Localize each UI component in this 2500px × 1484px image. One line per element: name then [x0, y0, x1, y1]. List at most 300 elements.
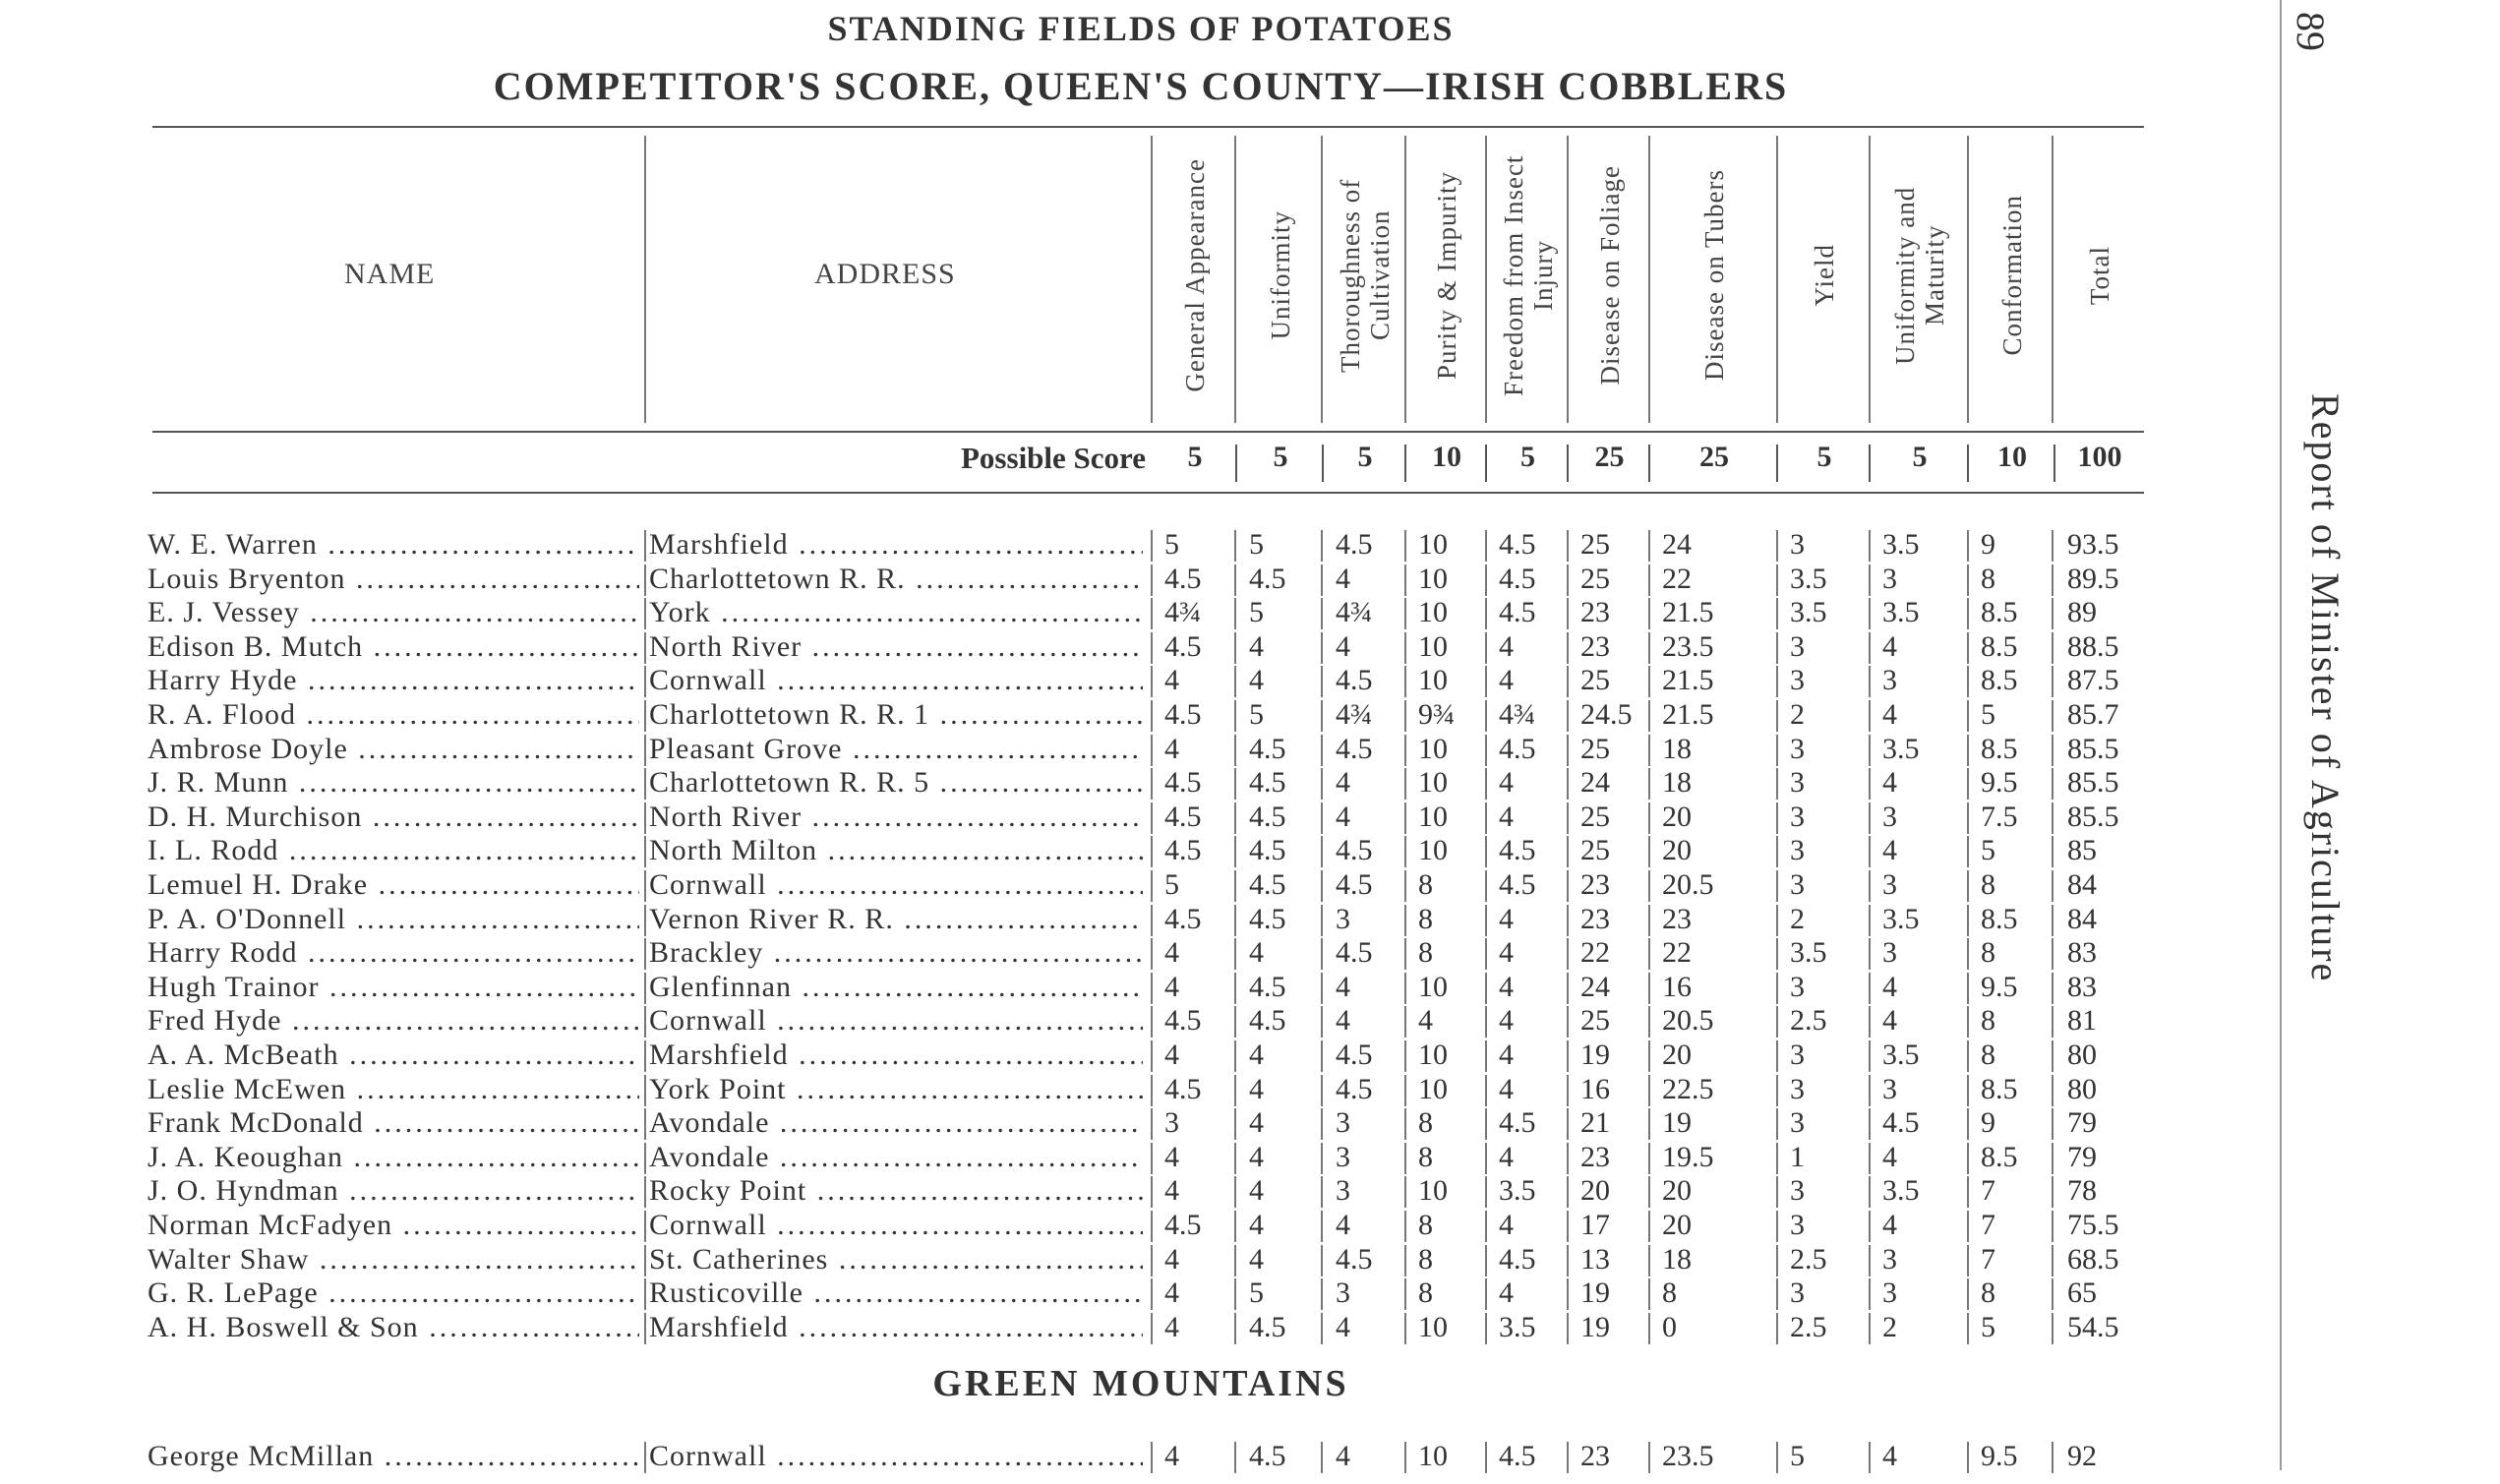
- score-cell: 16: [1580, 1072, 1610, 1105]
- score-cell: 10: [1418, 1039, 1448, 1071]
- row-column-rule: [1967, 1278, 1969, 1310]
- possible-score-value: 10: [1997, 441, 2027, 473]
- competitor-name: Harry Rodd .....: [148, 936, 639, 970]
- score-cell: 4: [1249, 1072, 1264, 1105]
- column-header-label: Total: [2085, 245, 2114, 306]
- row-column-rule: [1404, 870, 1406, 902]
- score-cell: 10: [1418, 732, 1448, 765]
- score-cell: 80: [2067, 1072, 2097, 1105]
- row-column-rule: [1567, 632, 1569, 664]
- row-column-rule: [1234, 666, 1236, 697]
- score-cell: 4: [1499, 1140, 1514, 1173]
- competitor-address: Rocky Point .....: [649, 1174, 1143, 1208]
- row-column-rule: [1869, 1143, 1871, 1174]
- competitor-name: Walter Shaw .....: [148, 1243, 639, 1276]
- row-column-rule: [1151, 632, 1153, 664]
- score-cell: 5: [1164, 528, 1179, 561]
- page-number: 89: [2289, 12, 2333, 51]
- row-column-rule: [1321, 564, 1323, 596]
- score-cell: 4: [1164, 1276, 1179, 1310]
- row-column-rule: [1321, 802, 1323, 834]
- score-cell: 23: [1580, 902, 1610, 935]
- row-column-rule: [1869, 1176, 1871, 1208]
- score-cell: 4.5: [1249, 1310, 1286, 1343]
- row-column-rule: [1234, 632, 1236, 664]
- row-column-rule: [1567, 1176, 1569, 1208]
- column-header-label: General Appearance: [1180, 158, 1210, 392]
- score-cell: 84: [2067, 868, 2097, 901]
- row-column-rule: [644, 1442, 646, 1473]
- score-cell: 2.5: [1790, 1004, 1827, 1038]
- row-column-rule: [1648, 870, 1650, 902]
- row-column-rule: [1234, 1245, 1236, 1276]
- row-column-rule: [2052, 870, 2054, 902]
- row-column-rule: [1151, 1442, 1153, 1473]
- row-column-rule: [1648, 1006, 1650, 1038]
- row-column-rule: [644, 1278, 646, 1310]
- score-cell: 7: [1981, 1209, 1995, 1241]
- row-column-rule: [2052, 1075, 2054, 1106]
- score-cell: 4: [1336, 562, 1350, 595]
- score-cell: 4: [1499, 970, 1514, 1003]
- row-column-rule: [1151, 1211, 1153, 1242]
- score-cell: 4.5: [1336, 834, 1373, 867]
- row-column-rule: [1151, 1108, 1153, 1140]
- row-column-rule: [1648, 1176, 1650, 1208]
- row-column-rule: [2052, 938, 2054, 970]
- score-cell: 20: [1662, 834, 1692, 867]
- score-cell: 4: [1882, 1004, 1897, 1038]
- score-cell: 4.5: [1249, 766, 1286, 800]
- score-cell: 5: [1249, 596, 1264, 629]
- row-column-rule: [1869, 836, 1871, 867]
- score-cell: 22: [1662, 936, 1692, 970]
- score-cell: 25: [1580, 664, 1610, 697]
- column-header-name: NAME: [344, 258, 436, 290]
- score-cell: 4: [1164, 1174, 1179, 1208]
- score-cell: 3.5: [1790, 562, 1827, 595]
- score-cell: 4: [1164, 732, 1179, 765]
- score-cell: 4: [1164, 1440, 1179, 1472]
- possible-score-value: 100: [2077, 441, 2122, 473]
- competitor-address: York Point .....: [649, 1073, 1143, 1106]
- row-column-rule: [1404, 1278, 1406, 1310]
- score-cell: 9.5: [1981, 1440, 2018, 1472]
- row-column-rule: [1321, 1176, 1323, 1208]
- score-cell: 83: [2067, 970, 2097, 1003]
- score-cell: 23: [1662, 902, 1692, 935]
- row-column-rule: [1151, 1176, 1153, 1208]
- score-cell: 8: [1981, 936, 1995, 970]
- score-cell: 25: [1580, 1004, 1610, 1038]
- page-title: STANDING FIELDS OF POTATOES: [827, 9, 1455, 48]
- row-column-rule: [1869, 1442, 1871, 1473]
- row-column-rule: [2052, 1176, 2054, 1208]
- table-row: [0, 1311, 2500, 1344]
- score-cell: 3: [1790, 664, 1805, 697]
- row-column-rule: [1151, 1075, 1153, 1106]
- row-column-rule: [1567, 666, 1569, 697]
- row-column-rule: [1321, 768, 1323, 800]
- competitor-name: Lemuel H. Drake .....: [148, 868, 639, 902]
- score-cell: 3: [1790, 766, 1805, 800]
- row-column-rule: [1151, 1006, 1153, 1038]
- row-column-rule: [1776, 768, 1778, 800]
- row-column-rule: [1648, 1442, 1650, 1473]
- competitor-address: York .....: [649, 596, 1143, 629]
- row-column-rule: [1485, 1278, 1487, 1310]
- score-cell: 9.5: [1981, 766, 2018, 800]
- row-column-rule: [1485, 1245, 1487, 1276]
- score-cell: 10: [1418, 1440, 1448, 1472]
- score-cell: 10: [1418, 1072, 1448, 1105]
- row-column-rule: [1234, 870, 1236, 902]
- competitor-address: Glenfinnan .....: [649, 971, 1143, 1004]
- score-cell: 24: [1662, 528, 1692, 561]
- score-cell: 3: [1882, 562, 1897, 595]
- row-column-rule: [1321, 1313, 1323, 1344]
- score-cell: 24: [1580, 766, 1610, 800]
- row-column-rule: [1234, 1075, 1236, 1106]
- row-column-rule: [1567, 1278, 1569, 1310]
- score-cell: 3: [1882, 1276, 1897, 1310]
- possible-score-value: 5: [1912, 441, 1928, 473]
- row-column-rule: [2052, 768, 2054, 800]
- score-cell: 4: [1164, 664, 1179, 697]
- row-column-rule: [1321, 973, 1323, 1004]
- score-cell: 3: [1336, 902, 1350, 935]
- column-header-label: Uniformity: [1266, 210, 1295, 340]
- table-row: [0, 698, 2500, 732]
- score-cell: 87.5: [2067, 664, 2119, 697]
- score-cell: 7: [1981, 1242, 1995, 1276]
- table-subtitle: COMPETITOR'S SCORE, QUEEN'S COUNTY—IRISH COBBLERS: [493, 64, 1789, 108]
- column-header-label: Disease on Tubers: [1699, 169, 1729, 382]
- row-column-rule: [1404, 836, 1406, 867]
- score-cell: 24.5: [1580, 698, 1633, 731]
- row-column-rule: [1869, 1278, 1871, 1310]
- score-cell: 4: [1336, 1004, 1350, 1038]
- row-column-rule: [1869, 870, 1871, 902]
- possible-score-separator: [1567, 445, 1569, 482]
- row-column-rule: [2052, 836, 2054, 867]
- row-column-rule: [1869, 666, 1871, 697]
- row-column-rule: [644, 1313, 646, 1344]
- row-column-rule: [644, 735, 646, 766]
- row-column-rule: [1869, 564, 1871, 596]
- row-column-rule: [1567, 973, 1569, 1004]
- row-column-rule: [1648, 1211, 1650, 1242]
- row-column-rule: [1567, 1245, 1569, 1276]
- score-cell: 23: [1580, 629, 1610, 663]
- score-cell: 10: [1418, 629, 1448, 663]
- row-column-rule: [1869, 632, 1871, 664]
- competitor-address: Brackley .....: [649, 936, 1143, 970]
- table-row: [0, 1209, 2500, 1242]
- score-cell: 4: [1336, 1209, 1350, 1241]
- score-cell: 4: [1336, 629, 1350, 663]
- score-cell: 4: [1249, 1242, 1264, 1276]
- possible-score-label: Possible Score: [961, 441, 1146, 475]
- row-column-rule: [1776, 1176, 1778, 1208]
- row-column-rule: [1776, 870, 1778, 902]
- row-column-rule: [644, 768, 646, 800]
- row-column-rule: [1404, 938, 1406, 970]
- row-column-rule: [1869, 938, 1871, 970]
- score-cell: 25: [1580, 562, 1610, 595]
- row-column-rule: [1404, 598, 1406, 629]
- possible-score-value: 5: [1520, 441, 1535, 473]
- row-column-rule: [1648, 1040, 1650, 1072]
- score-cell: 4: [1249, 1106, 1264, 1140]
- row-column-rule: [1648, 836, 1650, 867]
- score-cell: 4: [1882, 1209, 1897, 1241]
- row-column-rule: [1151, 973, 1153, 1004]
- section-title-green-mountains: GREEN MOUNTAINS: [932, 1363, 1349, 1404]
- row-column-rule: [644, 1176, 646, 1208]
- score-cell: 78: [2067, 1174, 2097, 1208]
- score-cell: 3.5: [1882, 1039, 1920, 1071]
- row-column-rule: [1321, 530, 1323, 562]
- row-column-rule: [1234, 1006, 1236, 1038]
- table-row: [0, 1276, 2500, 1310]
- competitor-address: Marshfield .....: [649, 1039, 1143, 1072]
- score-cell: 4.5: [1164, 1004, 1202, 1038]
- score-cell: 4.5: [1249, 970, 1286, 1003]
- score-cell: 4.5: [1336, 1039, 1373, 1071]
- score-cell: 8: [1418, 902, 1433, 935]
- row-column-rule: [1869, 973, 1871, 1004]
- row-column-rule: [1967, 1313, 1969, 1344]
- row-column-rule: [1967, 530, 1969, 562]
- row-column-rule: [1648, 768, 1650, 800]
- score-cell: 5: [1981, 1310, 1995, 1343]
- row-column-rule: [1967, 1075, 1969, 1106]
- row-column-rule: [1567, 1075, 1569, 1106]
- row-column-rule: [1776, 666, 1778, 697]
- row-column-rule: [1967, 905, 1969, 936]
- competitor-name: Fred Hyde .....: [148, 1004, 639, 1038]
- score-cell: 3: [1336, 1140, 1350, 1173]
- competitor-name: G. R. LePage .....: [148, 1276, 639, 1310]
- row-column-rule: [1776, 836, 1778, 867]
- table-row: [0, 936, 2500, 970]
- score-cell: 3: [1882, 1072, 1897, 1105]
- row-column-rule: [1967, 1442, 1969, 1473]
- score-cell: 5: [1249, 1276, 1264, 1310]
- score-cell: 8: [1418, 1276, 1433, 1310]
- score-cell: 23.5: [1662, 1440, 1714, 1472]
- table-row: [0, 733, 2500, 766]
- row-column-rule: [1485, 802, 1487, 834]
- row-column-rule: [1404, 1075, 1406, 1106]
- row-column-rule: [1869, 1313, 1871, 1344]
- row-column-rule: [1485, 598, 1487, 629]
- score-cell: 4.5: [1164, 1209, 1202, 1241]
- score-cell: 4.5: [1249, 1004, 1286, 1038]
- row-column-rule: [1404, 1211, 1406, 1242]
- score-cell: 4: [1499, 902, 1514, 935]
- score-cell: 18: [1662, 732, 1692, 765]
- table-row: [0, 1440, 2500, 1473]
- row-column-rule: [1967, 1176, 1969, 1208]
- row-column-rule: [1967, 802, 1969, 834]
- score-cell: 8.5: [1981, 732, 2018, 765]
- row-column-rule: [1321, 870, 1323, 902]
- score-cell: 4.5: [1249, 868, 1286, 901]
- score-cell: 4: [1882, 1440, 1897, 1472]
- row-column-rule: [1321, 666, 1323, 697]
- score-cell: 79: [2067, 1140, 2097, 1173]
- score-cell: 89: [2067, 596, 2097, 629]
- score-cell: 4: [1882, 970, 1897, 1003]
- row-column-rule: [1234, 1176, 1236, 1208]
- score-cell: 4.5: [1336, 936, 1373, 970]
- column-header-criterion: [1569, 133, 1650, 418]
- competitor-name: A. H. Boswell & Son .....: [148, 1311, 639, 1344]
- row-column-rule: [1869, 1040, 1871, 1072]
- row-column-rule: [1967, 666, 1969, 697]
- score-cell: 4: [1882, 766, 1897, 800]
- competitor-address: Avondale .....: [649, 1106, 1143, 1140]
- row-column-rule: [1404, 1442, 1406, 1473]
- score-cell: 4: [1499, 1072, 1514, 1105]
- score-cell: 4: [1882, 1140, 1897, 1173]
- score-cell: 18: [1662, 1242, 1692, 1276]
- row-column-rule: [1648, 802, 1650, 834]
- score-cell: 3.5: [1882, 902, 1920, 935]
- competitor-address: Pleasant Grove .....: [649, 733, 1143, 766]
- score-cell: 4.5: [1164, 1072, 1202, 1105]
- row-column-rule: [1567, 700, 1569, 732]
- row-column-rule: [644, 1143, 646, 1174]
- row-column-rule: [2052, 1278, 2054, 1310]
- row-column-rule: [1234, 1143, 1236, 1174]
- row-column-rule: [1485, 735, 1487, 766]
- row-column-rule: [1151, 1313, 1153, 1344]
- score-cell: 3: [1790, 1106, 1805, 1140]
- row-column-rule: [1567, 1211, 1569, 1242]
- score-cell: 75.5: [2067, 1209, 2119, 1241]
- row-column-rule: [644, 1211, 646, 1242]
- row-column-rule: [1321, 1143, 1323, 1174]
- competitor-name: R. A. Flood .....: [148, 698, 639, 732]
- competitor-name: Louis Bryenton .....: [148, 563, 639, 596]
- score-cell: 4: [1882, 629, 1897, 663]
- competitor-address: Rusticoville .....: [649, 1276, 1143, 1310]
- score-cell: 3: [1336, 1174, 1350, 1208]
- score-cell: 3: [1882, 664, 1897, 697]
- score-cell: 81: [2067, 1004, 2097, 1038]
- row-column-rule: [1776, 1211, 1778, 1242]
- score-cell: 54.5: [2067, 1310, 2119, 1343]
- row-column-rule: [1404, 564, 1406, 596]
- column-header-criterion: [1324, 133, 1406, 418]
- score-cell: 5: [1164, 868, 1179, 901]
- row-column-rule: [2052, 598, 2054, 629]
- score-cell: 4.5: [1164, 562, 1202, 595]
- score-cell: 20: [1580, 1174, 1610, 1208]
- row-column-rule: [1151, 1278, 1153, 1310]
- score-cell: 3: [1336, 1106, 1350, 1140]
- score-cell: 4.5: [1499, 834, 1536, 867]
- score-cell: 8.5: [1981, 664, 2018, 697]
- row-column-rule: [2052, 700, 2054, 732]
- row-column-rule: [1869, 905, 1871, 936]
- score-cell: 4.5: [1164, 800, 1202, 833]
- row-column-rule: [1776, 1006, 1778, 1038]
- row-column-rule: [1321, 1006, 1323, 1038]
- score-cell: 10: [1418, 766, 1448, 800]
- row-column-rule: [1321, 1075, 1323, 1106]
- row-column-rule: [644, 973, 646, 1004]
- row-column-rule: [1567, 905, 1569, 936]
- row-column-rule: [1151, 1143, 1153, 1174]
- possible-score-value: 5: [1816, 441, 1832, 473]
- row-column-rule: [2052, 1143, 2054, 1174]
- row-column-rule: [1485, 530, 1487, 562]
- row-column-rule: [1404, 1313, 1406, 1344]
- table-row: [0, 1174, 2500, 1208]
- row-column-rule: [1869, 1108, 1871, 1140]
- competitor-name: J. O. Hyndman .....: [148, 1174, 639, 1208]
- column-header-label: Disease on Foliage: [1594, 165, 1625, 386]
- row-column-rule: [1321, 836, 1323, 867]
- row-column-rule: [1648, 564, 1650, 596]
- row-column-rule: [2052, 666, 2054, 697]
- score-cell: 4: [1249, 936, 1264, 970]
- row-column-rule: [1404, 1176, 1406, 1208]
- row-column-rule: [1485, 973, 1487, 1004]
- row-column-rule: [1485, 1313, 1487, 1344]
- score-cell: 3.5: [1882, 732, 1920, 765]
- row-column-rule: [2052, 1245, 2054, 1276]
- score-cell: 8: [1662, 1276, 1677, 1310]
- score-cell: 19: [1662, 1106, 1692, 1140]
- score-cell: 4: [1499, 1209, 1514, 1241]
- possible-score-separator: [1648, 445, 1650, 482]
- score-cell: 22: [1662, 562, 1692, 595]
- row-column-rule: [1776, 530, 1778, 562]
- competitor-name: Harry Hyde .....: [148, 664, 639, 697]
- score-cell: 4: [1499, 629, 1514, 663]
- competitor-address: Cornwall .....: [649, 1440, 1143, 1473]
- row-column-rule: [1967, 1211, 1969, 1242]
- column-header-criterion: [1969, 133, 2055, 418]
- row-column-rule: [1869, 530, 1871, 562]
- row-column-rule: [1151, 938, 1153, 970]
- table-row: [0, 1141, 2500, 1174]
- score-cell: 20.5: [1662, 868, 1714, 901]
- row-column-rule: [1567, 836, 1569, 867]
- table-row: [0, 1106, 2500, 1140]
- score-cell: 3.5: [1499, 1310, 1536, 1343]
- score-cell: 9.5: [1981, 970, 2018, 1003]
- column-header-criterion: [1153, 133, 1237, 418]
- row-column-rule: [1234, 802, 1236, 834]
- score-cell: 3: [1790, 970, 1805, 1003]
- table-row: [0, 1039, 2500, 1072]
- row-column-rule: [1485, 768, 1487, 800]
- row-column-rule: [1234, 598, 1236, 629]
- score-cell: 8: [1981, 1276, 1995, 1310]
- score-cell: 20: [1662, 1039, 1692, 1071]
- score-cell: 8: [1418, 1106, 1433, 1140]
- row-column-rule: [1967, 632, 1969, 664]
- row-column-rule: [1234, 564, 1236, 596]
- row-column-rule: [1648, 735, 1650, 766]
- row-column-rule: [1567, 1006, 1569, 1038]
